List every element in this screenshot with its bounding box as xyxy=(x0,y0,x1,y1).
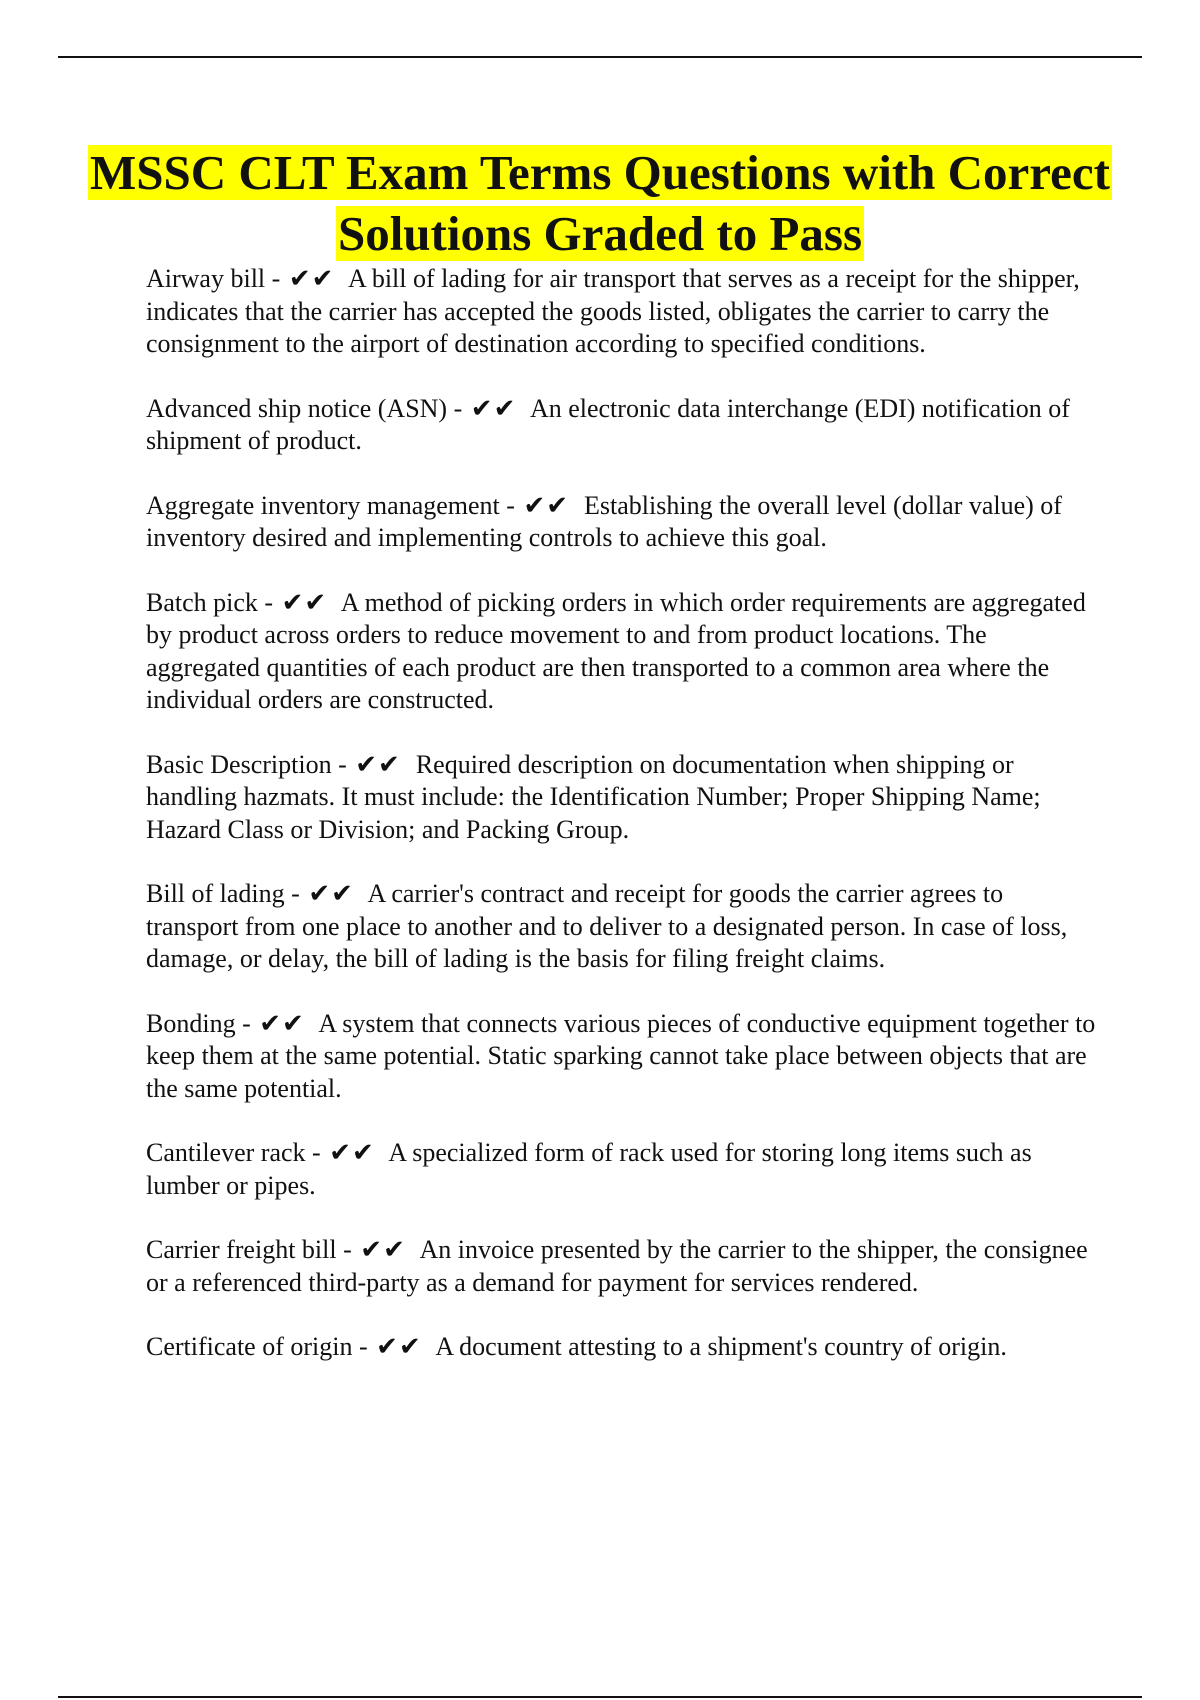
term-name: Advanced ship notice (ASN) xyxy=(146,393,448,423)
term-name: Carrier freight bill xyxy=(146,1235,337,1264)
term-separator: - xyxy=(352,1332,375,1361)
term-separator: - xyxy=(265,264,287,293)
term-entry xyxy=(146,1234,1096,1299)
double-check-icon: ✔✔ xyxy=(288,264,335,293)
term-definition: A method of picking orders in which order requirements are aggregated by product across orders to reduce movement to and from product locations. The aggregated quantities of each product are then transported to a common area where the individual orders are constructed. xyxy=(146,587,1086,714)
term-name: Bonding xyxy=(146,1008,236,1038)
term-entry xyxy=(146,878,1096,976)
term-separator: - xyxy=(447,393,469,423)
title-block xyxy=(60,142,1140,264)
top-rule xyxy=(58,56,1142,58)
term-separator: - xyxy=(305,1138,328,1167)
term-entry xyxy=(146,1331,1096,1364)
term-name: Airway bill xyxy=(146,264,266,293)
term-entry xyxy=(146,393,1096,458)
double-check-icon: ✔✔ xyxy=(308,879,354,908)
double-check-icon: ✔✔ xyxy=(470,393,517,423)
term-name: Aggregate inventory management xyxy=(146,490,500,520)
term-definition: An electronic data interchange (EDI) notification of shipment of product. xyxy=(146,393,1070,455)
term-separator: - xyxy=(257,587,280,617)
bottom-rule xyxy=(58,1696,1142,1698)
term-name: Bill of lading xyxy=(146,879,285,908)
term-entry xyxy=(146,1137,1096,1202)
term-name: Certificate of origin xyxy=(146,1332,353,1361)
term-name: Basic Description xyxy=(146,749,332,779)
term-separator: - xyxy=(499,490,522,520)
term-separator: - xyxy=(336,1235,359,1264)
double-check-icon: ✔✔ xyxy=(360,1235,406,1264)
double-check-icon: ✔✔ xyxy=(376,1332,422,1361)
double-check-icon: ✔✔ xyxy=(259,1008,305,1038)
term-name: Cantilever rack xyxy=(146,1138,306,1167)
double-check-icon: ✔✔ xyxy=(523,490,570,520)
term-definition: An invoice presented by the carrier to the shipper, the consignee or a referenced third-party as a demand for payment for services rendered. xyxy=(146,1235,1088,1297)
term-definition: A bill of lading for air transport that serves as a receipt for the shipper, indicates that the carrier has accepted the goods listed, obligates the carrier to carry the consignment to the airport of destination according to specified conditions. xyxy=(146,264,1080,358)
term-entry xyxy=(146,587,1096,717)
term-entry xyxy=(146,749,1096,847)
double-check-icon: ✔✔ xyxy=(329,1138,375,1167)
term-separator: - xyxy=(284,879,307,908)
term-definition: A document attesting to a shipment's country of origin. xyxy=(435,1332,1007,1361)
term-separator: - xyxy=(235,1008,258,1038)
term-separator: - xyxy=(331,749,354,779)
term-definition: Establishing the overall level (dollar value) of inventory desired and implementing controls to achieve this goal. xyxy=(146,490,1062,552)
term-entry xyxy=(146,490,1096,555)
double-check-icon: ✔✔ xyxy=(281,587,328,617)
term-definition: A specialized form of rack used for storing long items such as lumber or pipes. xyxy=(146,1138,1032,1200)
term-name: Batch pick xyxy=(146,587,258,617)
term-entry xyxy=(146,263,1096,361)
term-definition: A system that connects various pieces of conductive equipment together to keep them at the same potential. Static sparking cannot take place between objects that are the same potential. xyxy=(146,1008,1096,1103)
term-definition: Required description on documentation when shipping or handling hazmats. It must include: the Identification Number; Proper Shipping Name; Hazard Class or Division; and Packing Group. xyxy=(146,749,1041,844)
term-definition: A carrier's contract and receipt for goods the carrier agrees to transport from one place to another and to deliver to a designated person. In case of loss, damage, or delay, the bill of lading is the basis for filing freight claims. xyxy=(146,879,1068,973)
terms-list xyxy=(146,263,1096,1396)
term-entry xyxy=(146,1008,1096,1106)
double-check-icon: ✔✔ xyxy=(355,749,401,779)
page-title: MSSC CLT Exam Terms Questions with Correct Solutions Graded to Pass xyxy=(89,145,1110,261)
